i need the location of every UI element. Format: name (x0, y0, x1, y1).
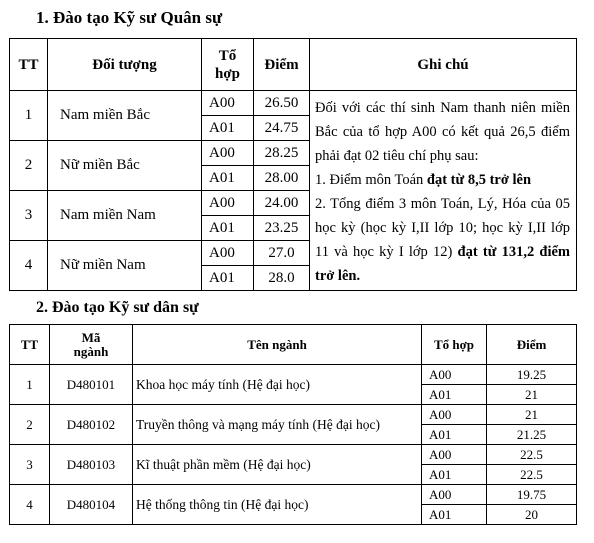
row-score: 28.25 (254, 141, 310, 166)
row-name: Kĩ thuật phần mềm (Hệ đại học) (133, 445, 422, 485)
table-row (10, 405, 577, 425)
row-score: 21 (487, 405, 577, 425)
row-object: Nam miền Bắc (48, 91, 202, 141)
row-group: A01 (422, 385, 487, 405)
row-code: D480104 (50, 485, 133, 525)
row-group: A01 (202, 116, 254, 141)
row-score: 26.50 (254, 91, 310, 116)
note-cell (310, 91, 577, 291)
row-group: A00 (422, 405, 487, 425)
header-name: Tên ngành (133, 325, 422, 365)
section2-title: 2. Đào tạo Kỹ sư dân sự (36, 299, 199, 316)
row-score: 19.25 (487, 365, 577, 385)
row-object: Nam miền Nam (48, 191, 202, 241)
row-object: Nữ miền Nam (48, 241, 202, 291)
row-tt: 4 (10, 241, 48, 291)
row-score: 23.25 (254, 216, 310, 241)
row-group: A00 (202, 191, 254, 216)
row-tt: 1 (10, 91, 48, 141)
table-row (10, 485, 577, 505)
row-score: 21 (487, 385, 577, 405)
row-name: Khoa học máy tính (Hệ đại học) (133, 365, 422, 405)
table-row (10, 365, 577, 385)
row-group: A00 (202, 91, 254, 116)
row-group: A00 (422, 445, 487, 465)
row-group: A01 (202, 166, 254, 191)
row-group: A00 (202, 241, 254, 266)
row-code: D480102 (50, 405, 133, 445)
row-score: 22.5 (487, 445, 577, 465)
note-criterion-1: 1. Điểm môn Toán đạt từ 8,5 trở lên (315, 172, 532, 188)
row-name: Truyền thông và mạng máy tính (Hệ đại học) (133, 405, 422, 445)
row-group: A01 (422, 425, 487, 445)
row-group: A01 (202, 266, 254, 291)
row-score: 22.5 (487, 465, 577, 485)
row-score: 27.0 (254, 241, 310, 266)
row-code: D480101 (50, 365, 133, 405)
row-tt: 3 (10, 191, 48, 241)
row-group: A00 (422, 365, 487, 385)
row-group: A00 (202, 141, 254, 166)
row-name: Hệ thống thông tin (Hệ đại học) (133, 485, 422, 525)
row-group: A01 (422, 505, 487, 525)
header-note: Ghi chú (310, 39, 577, 91)
row-score: 28.0 (254, 266, 310, 291)
row-tt: 2 (10, 405, 50, 445)
table-row (10, 445, 577, 465)
row-score: 21.25 (487, 425, 577, 445)
header-tt: TT (10, 325, 50, 365)
row-group: A01 (202, 216, 254, 241)
section1-title: 1. Đào tạo Kỹ sư Quân sự (36, 8, 223, 27)
table-header-row (10, 39, 577, 91)
row-tt: 1 (10, 365, 50, 405)
row-score: 24.75 (254, 116, 310, 141)
row-group: A01 (422, 465, 487, 485)
table-row (10, 91, 577, 116)
header-object: Đối tượng (48, 39, 202, 91)
row-score: 24.00 (254, 191, 310, 216)
civil-engineer-table (9, 324, 577, 525)
table-header-row (10, 325, 577, 365)
header-score: Điểm (487, 325, 577, 365)
military-engineer-table (9, 38, 577, 291)
row-tt: 4 (10, 485, 50, 525)
row-tt: 2 (10, 141, 48, 191)
header-code: Mã ngành (50, 325, 133, 365)
note-criterion-2: 2. Tổng điểm 3 môn Toán, Lý, Hóa của 05 học kỳ (học kỳ I,II lớp 10; học kỳ I,II lớp 11 và học kỳ I lớp 12) đạt từ 131,2 điểm trở lên. (315, 196, 571, 284)
row-tt: 3 (10, 445, 50, 485)
row-score: 19.75 (487, 485, 577, 505)
row-group: A00 (422, 485, 487, 505)
row-score: 20 (487, 505, 577, 525)
header-score: Điểm (254, 39, 310, 91)
header-group: Tổ hợp (422, 325, 487, 365)
row-code: D480103 (50, 445, 133, 485)
header-group: Tổ hợp (202, 39, 254, 91)
header-tt: TT (10, 39, 48, 91)
row-object: Nữ miền Bắc (48, 141, 202, 191)
note-intro: Đối với các thí sinh Nam thanh niên miền Bắc của tổ hợp A00 có kết quả 26,5 điểm phải đạt 02 tiêu chí phụ sau: (315, 100, 570, 164)
row-score: 28.00 (254, 166, 310, 191)
